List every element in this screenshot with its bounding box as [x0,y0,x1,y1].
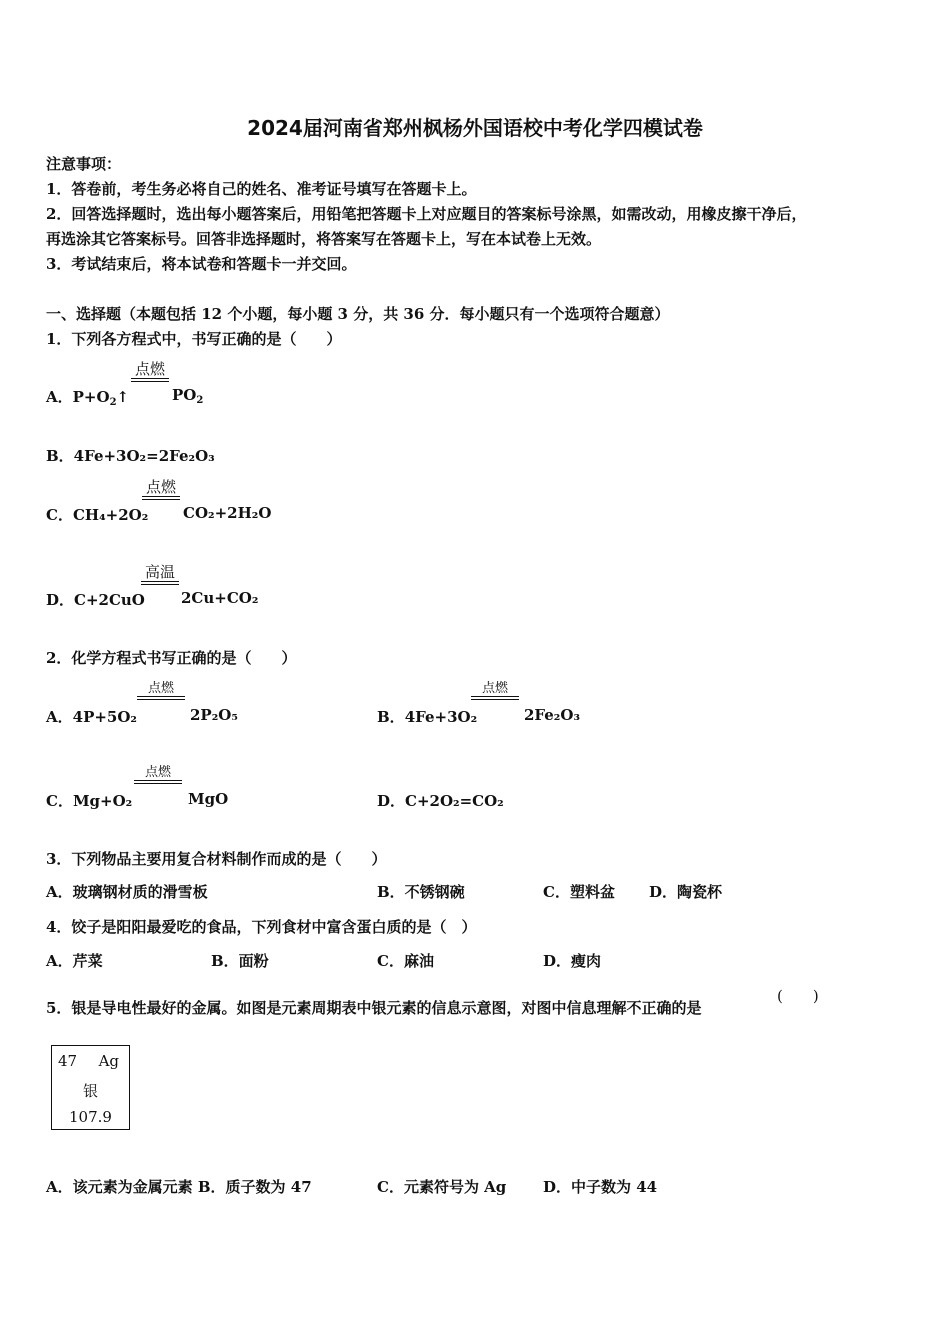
q1-d-condition: 高温 [141,563,179,585]
q2-a-condition: 点燃 [137,681,185,700]
notice-heading: 注意事项： [46,155,122,173]
element-card-silver [51,1045,130,1130]
element-name: 银 [82,1082,98,1100]
q3-option-a[interactable]: A．玻璃钢材质的滑雪板 [46,883,208,901]
question-5-stem: 5．银是导电性最好的金属。如图是元素周期表中银元素的信息示意图，对图中信息理解不正确的是 [46,999,702,1017]
q2-a-product: 2P₂O₅ [190,706,238,724]
q2-option-c[interactable]: C．Mg+O₂ [46,792,133,810]
q2-b-product: 2Fe₂O₃ [524,706,581,724]
notice-item-2-cont: 再选涂其它答案标号。回答非选择题时，将答案写在答题卡上，写在本试卷上无效。 [46,230,602,248]
q1-option-c[interactable]: C．CH₄+2O₂ [46,506,149,524]
q2-b-condition: 点燃 [471,681,519,700]
q4-option-d[interactable]: D．瘦肉 [543,952,602,970]
q2-c-condition: 点燃 [134,765,182,784]
q1-c-product: CO₂+2H₂O [183,504,272,522]
gas-arrow-icon: ↑ [116,388,130,406]
atomic-mass: 107.9 [69,1108,112,1126]
q3-option-b[interactable]: B．不锈钢碗 [377,883,465,901]
notice-item-1: 1．答卷前，考生务必将自己的姓名、准考证号填写在答题卡上。 [46,180,477,198]
q1-c-condition: 点燃 [142,478,180,500]
question-1-stem: 1．下列各方程式中，书写正确的是（ ） [46,330,342,348]
q2-option-a[interactable]: A．4P+5O₂ [46,708,137,726]
section-heading: 一、选择题（本题包括 12 个小题，每小题 3 分，共 36 分．每小题只有一个选项符合题意） [46,305,670,323]
q5-answer-paren: ( ) [777,987,819,1005]
q3-option-d[interactable]: D．陶瓷杯 [649,883,723,901]
q3-option-c[interactable]: C．塑料盆 [543,883,615,901]
q1-a-product: $PO_2$ [172,386,204,406]
question-4-stem: 4．饺子是阳阳最爱吃的食品，下列食材中富含蛋白质的是（ ） [46,918,477,936]
q1-option-d[interactable]: D．C+2CuO [46,591,145,609]
q1-a-condition: 点燃 [131,360,169,382]
question-3-stem: 3．下列物品主要用复合材料制作而成的是（ ） [46,850,387,868]
notice-item-3: 3．考试结束后，将本试卷和答题卡一并交回。 [46,255,357,273]
q1-d-product: 2Cu+CO₂ [181,589,259,607]
q1-option-b[interactable]: B．4Fe+3O₂=2Fe₂O₃ [46,447,215,465]
q4-option-a[interactable]: A．芹菜 [46,952,103,970]
q4-option-b[interactable]: B．面粉 [211,952,269,970]
exam-title: 2024届河南省郑州枫杨外国语校中考化学四模试卷 [247,116,703,140]
q1-a-left: P+O [72,388,110,406]
q1-option-a[interactable]: A．$P+O_2↑$ [46,388,130,408]
question-2-stem: 2．化学方程式书写正确的是（ ） [46,649,297,667]
q1-a-prefix: A． [46,388,73,406]
q5-option-d[interactable]: D．中子数为 44 [543,1178,658,1196]
notice-item-2: 2．回答选择题时，选出每小题答案后，用铅笔把答题卡上对应题目的答案标号涂黑，如需改动，用橡皮擦干净后， [46,205,807,223]
q2-c-product: MgO [188,790,229,808]
q2-option-d[interactable]: D．C+2O₂=CO₂ [377,792,504,810]
q5-option-a-b[interactable]: A．该元素为金属元素 B．质子数为 47 [46,1178,312,1196]
element-symbol: Ag [98,1052,119,1070]
q4-option-c[interactable]: C．麻油 [377,952,434,970]
q2-option-b[interactable]: B．4Fe+3O₂ [377,708,478,726]
q5-option-c[interactable]: C．元素符号为 Ag [377,1178,507,1196]
atomic-number: 47 [58,1052,78,1070]
